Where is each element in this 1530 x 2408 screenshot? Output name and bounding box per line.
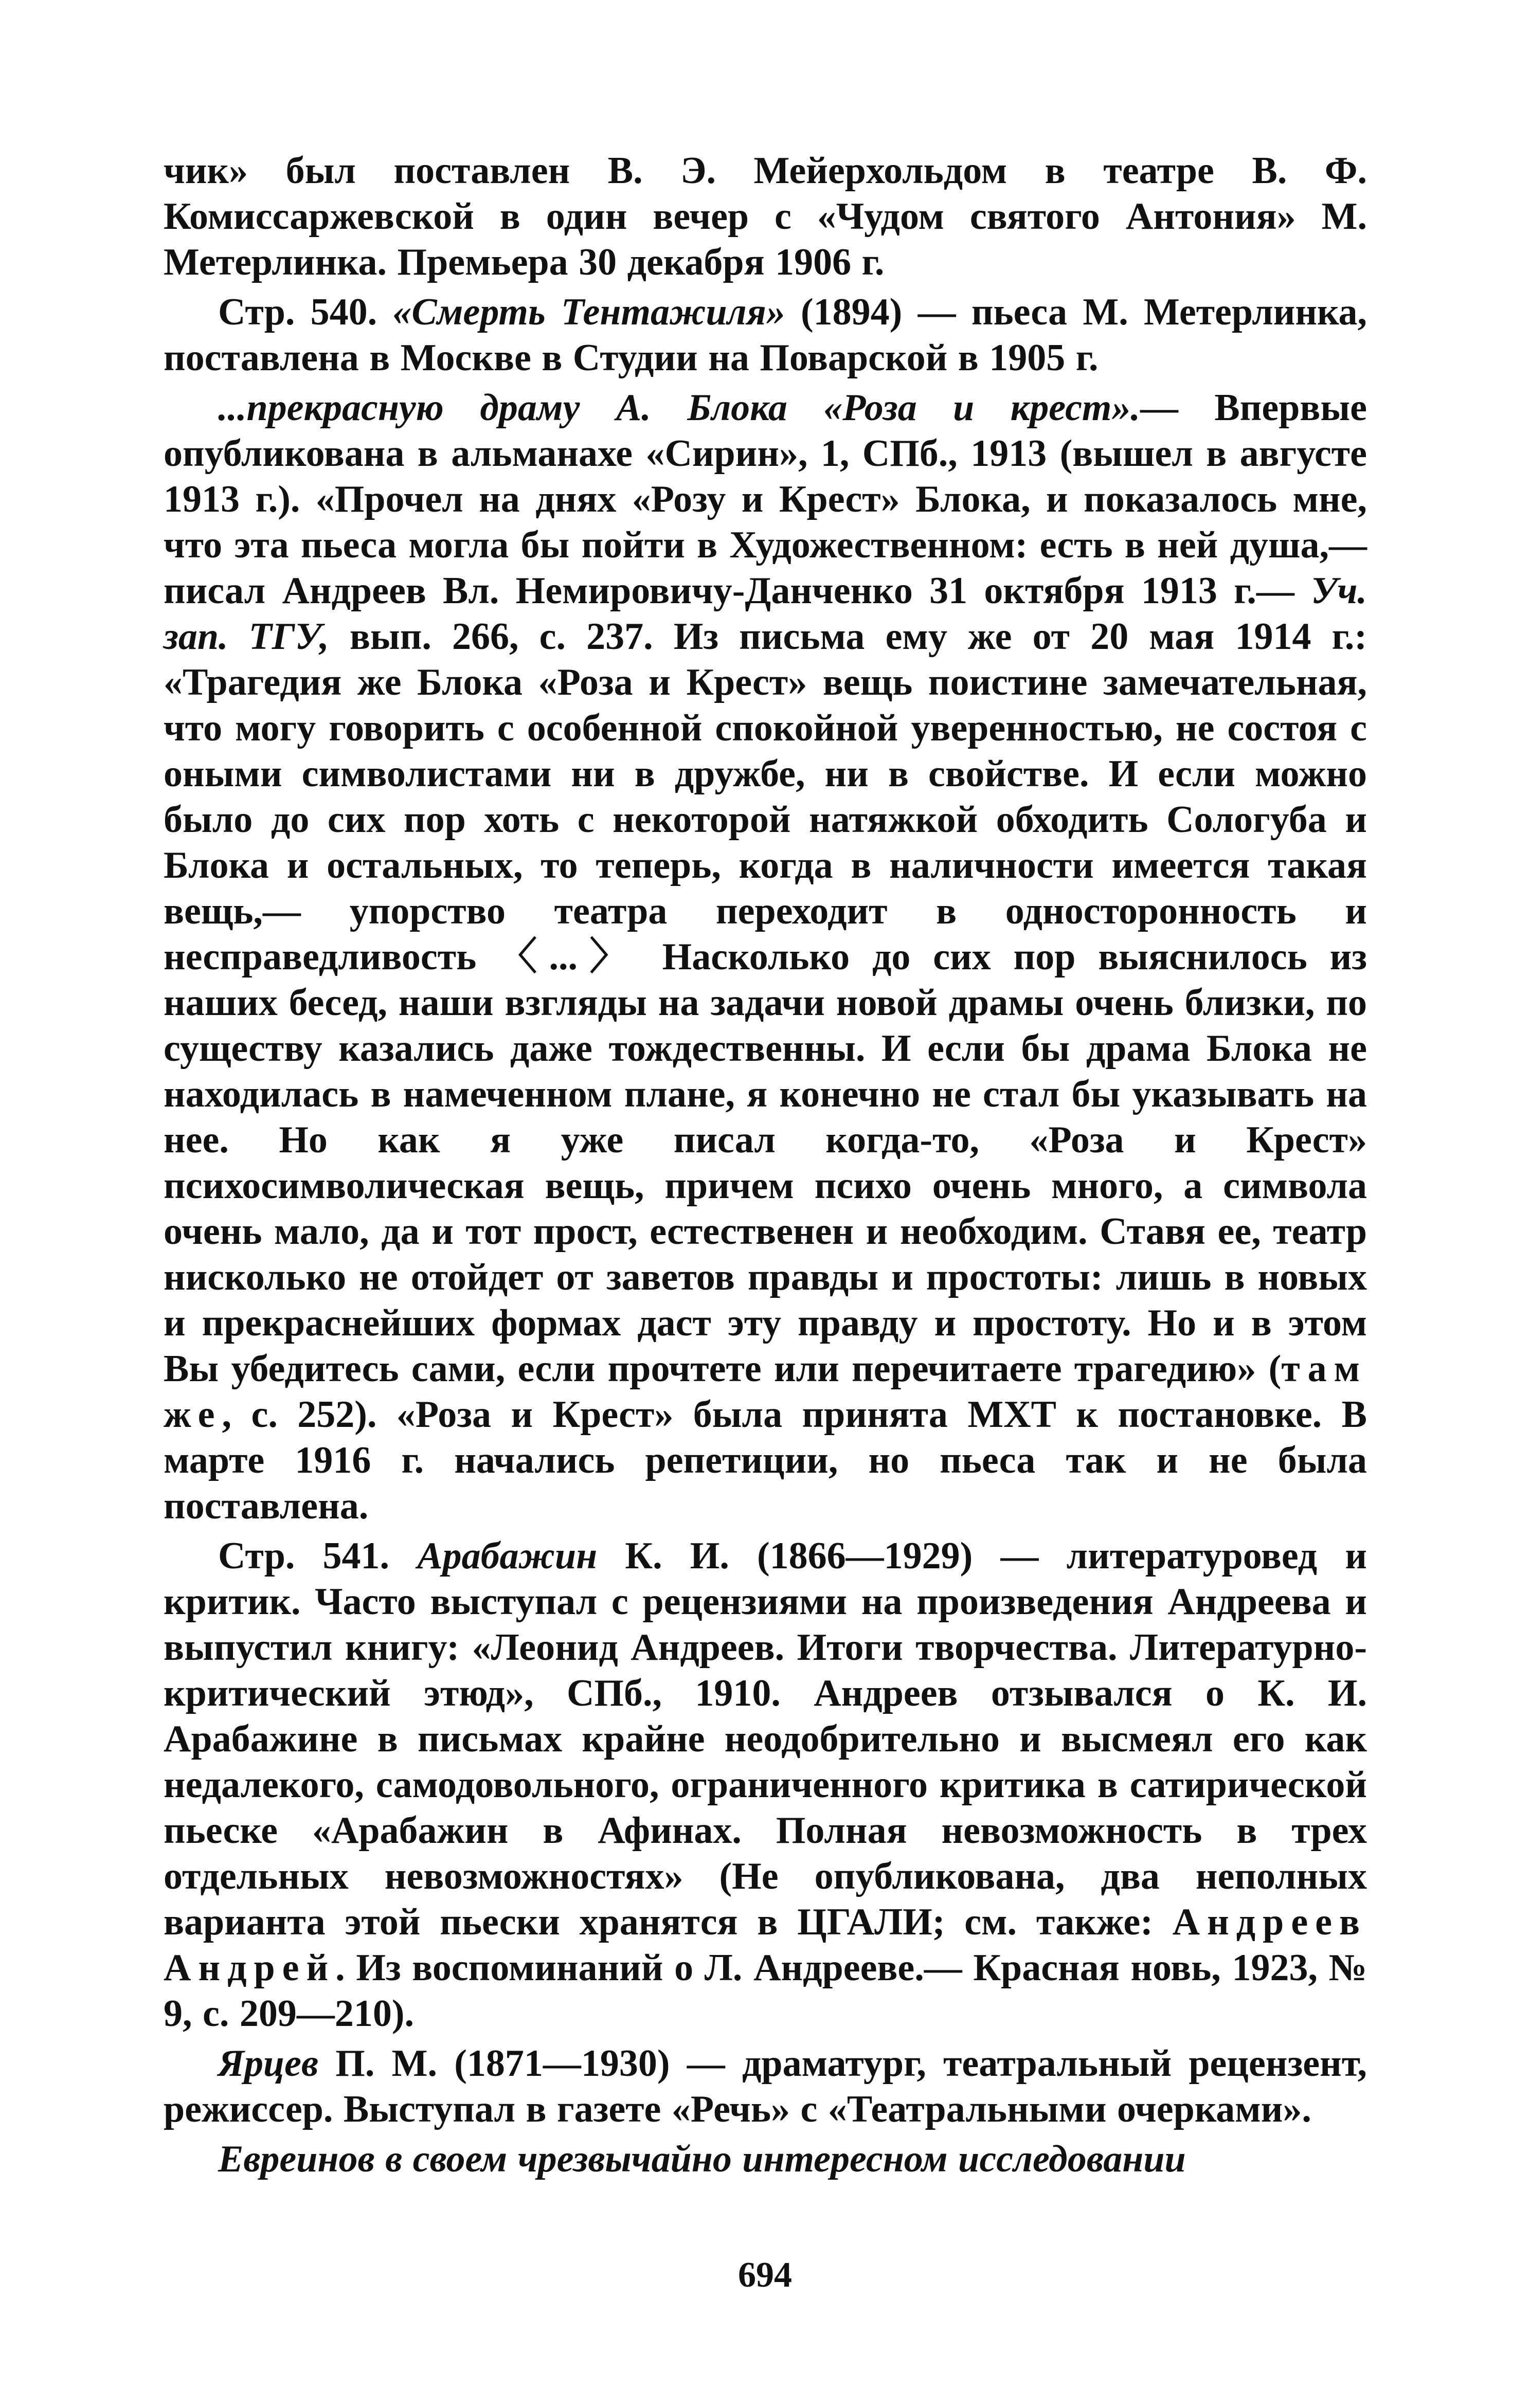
page-reference: Стр. 540.: [218, 291, 393, 333]
paragraph-3: [164, 385, 1367, 1529]
paragraph-6: [164, 2137, 1367, 2182]
paragraph-5: [164, 2041, 1367, 2132]
paragraph-3-text-b: вып. 266, с. 237. Из письма ему же от 20 мая 1914 г.: «Трагедия же Блока «Роза и Крест» вещь поистине замечательная, что могу говорить с особенной спокойной уверенностью, не состоя с оными символистами ни в дружбе, ни в свойстве. И если можно было до сих пор хоть с некоторой натяжкой обходить Сологуба и Блока и остальных, то теперь, когда в наличности имеется такая вещь,— упорство театра переходит в односторонность и несправедливость 〈...〉 Насколько до сих пор выяснилось из наших бесед, наши взгляды на задачи новой драмы очень близки, по существу казались даже тождественны. И если бы драма Блока не находилась в намеченном плане, я конечно не стал бы указывать на нее. Но как я уже писал когда-то, «Роза и Крест» психосимволическая вещь, причем психо очень много, а символа очень мало, да и тот прост, естественен и необходим. Ставя ее, театр нисколько не отойдет от заветов правды и простоты: лишь в новых и прекраснейших формах даст эту правду и простоту. Но и в этом Вы убедитесь сами, если прочтете или перечитаете трагедию» (: [164, 615, 1367, 1390]
person-name: Ярцев: [218, 2042, 319, 2085]
paragraph-4: [164, 1533, 1367, 2037]
page-reference: Стр. 541.: [218, 1535, 418, 1577]
person-name: Арабажин: [417, 1535, 598, 1577]
paragraph-4-text-b: . Из воспоминаний о Л. Андрееве.— Красная новь, 1923, № 9, с. 209—210).: [164, 1947, 1367, 2035]
paragraph-3-text-a: — Впервые опубликована в альманахе «Сирин», 1, СПб., 1913 (вышел в августе 1913 г.). «Прочел на днях «Розу и Крест» Блока, и показалось мне, что эта пьеса могла бы пойти в Художественном: есть в ней душа,— писал Андреев Вл. Немировичу-Данченко 31 октября 1913 г.—: [164, 387, 1367, 612]
paragraph-2: [164, 289, 1367, 381]
paragraph-1-text: чик» был поставлен В. Э. Мейерхольдом в театре В. Ф. Комиссаржевской в один вечер с «Чудом святого Антония» М. Метерлинка. Премьера 30 декабря 1906 г.: [164, 150, 1367, 283]
paragraph-5-text: П. М. (1871—1930) — драматург, театральный рецензент, режиссер. Выступал в газете «Речь» с «Театральными очерками».: [164, 2042, 1367, 2130]
commentary-text: [164, 148, 1367, 2182]
work-title: «Смерть Тентажиля»: [392, 291, 785, 333]
paragraph-3-text-c: , с. 252). «Роза и Крест» была принята МХТ к постановке. В марте 1916 г. начались репетиции, но пьеса так и не была поставлена.: [164, 1393, 1367, 1527]
lemma: ...прекрасную драму А. Блока «Роза и крест».: [218, 387, 1140, 429]
lemma: Евреинов в своем чрезвычайно интересном исследовании: [218, 2138, 1186, 2180]
spaced-reference: там же: [164, 1348, 1367, 1436]
paragraph-1: [164, 148, 1367, 285]
paragraph-4-text-a: К. И. (1866—1929) — литературовед и критик. Часто выступал с рецензиями на произведения Андреева и выпустил книгу: «Леонид Андреев. Итоги творчества. Литературно-критический этюд», СПб., 1910. Андреев отзывался о К. И. Арабажине в письмах крайне неодобрительно и высмеял его как недалекого, самодовольного, ограниченного критика в сатирической пьеске «Арабажин в Афинах. Полная невозможность в трех отдельных невозможностях» (Не опубликована, два неполных варианта этой пьески хранятся в ЦГАЛИ; см. также:: [164, 1535, 1367, 1943]
page-number: 694: [738, 2255, 792, 2295]
spaced-author: Андреев Андрей: [164, 1901, 1367, 1989]
paragraph-2-text: (1894) — пьеса М. Метерлинка, поставлена в Москве в Студии на Поварской в 1905 г.: [164, 291, 1367, 379]
source-title: Уч. зап. ТГУ,: [164, 570, 1367, 658]
